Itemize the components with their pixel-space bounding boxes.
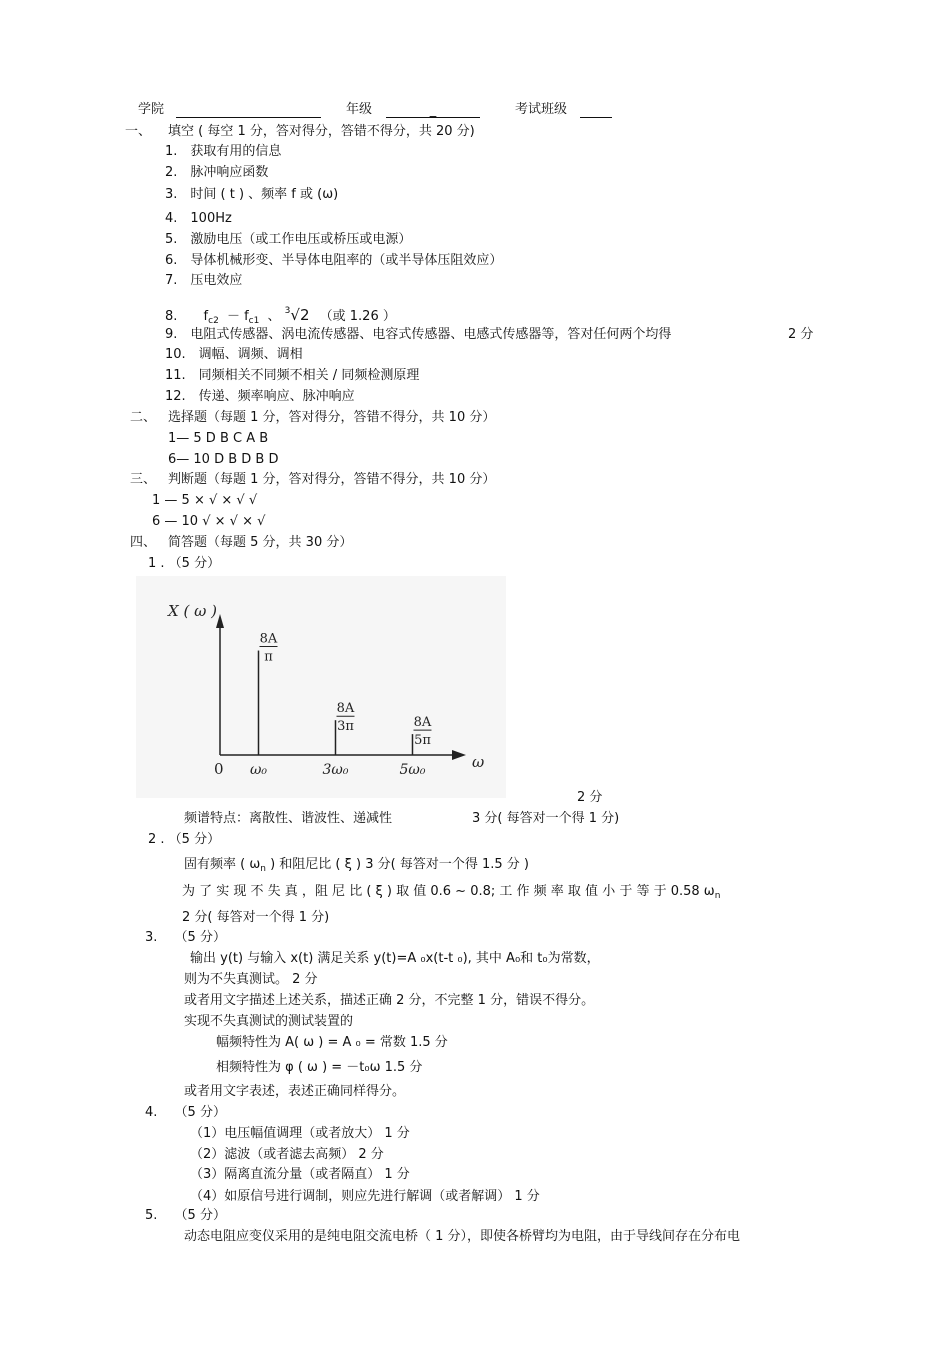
q2-line-2-text: 为 了 实 现 不 失 真 ，阻 尼 比 ( ξ ) 取 值 0.6 ~ 0.8; 工 作 频 率 取 值 小 于 等 于 0.58 ω [182, 884, 715, 899]
origin-label: 0 [214, 760, 224, 778]
x-axis-arrow [452, 750, 466, 760]
q3-line-3: 或者用文字描述上述关系，描述正确 2 分，不完整 1 分，错误不得分。 [184, 993, 595, 1008]
q1-score-line: 2 分 [577, 790, 603, 805]
y-axis-arrow [216, 614, 224, 628]
item8-minus-f: － f [226, 309, 249, 324]
s1-item-9: 9. 电阻式传感器、涡电流传感器、电容式传感器、电感式传感器等，答对任何两个均得 [165, 327, 672, 342]
q1-text: 频谱特点：离散性、谐波性、递减性 [184, 811, 393, 826]
section3-heading: 判断题（每题 1 分，答对得分，答错不得分，共 10 分） [168, 472, 496, 487]
x-tick-label-1: ω₀ [249, 762, 268, 778]
grade-label: 年级 [346, 102, 373, 117]
q2-line-1 [184, 857, 529, 877]
q4-number: 4. （5 分） [145, 1105, 226, 1120]
college-field[interactable] [176, 102, 321, 118]
section1-heading: 填空 ( 每空 1 分，答对得分，答错不得分，共 20 分) [168, 124, 475, 139]
s1-item-4: 4. 100Hz [165, 211, 232, 226]
s1-item-5: 5. 激励电压（或工作电压或桥压或电源） [165, 232, 412, 247]
q2-line-3: 2 分( 每答对一个得 1 分) [182, 910, 330, 925]
q3-line-6: 相频特性为 φ ( ω ) = －t₀ω 1.5 分 [216, 1060, 423, 1075]
spectrum-figure [136, 576, 506, 798]
item8-alt: （或 1.26 ） [319, 309, 396, 324]
section3-number: 三、 [130, 472, 157, 487]
s1-item-6: 6. 导体机械形变、半导体电阻率的（或半导体压阻效应） [165, 253, 503, 268]
q2-line-1-sub: n [260, 864, 266, 874]
q5-line-1: 动态电阻应变仪采用的是纯电阻交流电桥（ 1 分），即使各桥臂均为电阻，由于导线间存在分布电 [184, 1229, 741, 1244]
x-axis-label: ω [472, 753, 485, 771]
q4-line-1: （1）电压幅值调理（或者放大） 1 分 [190, 1126, 410, 1141]
section4-heading: 简答题（每题 5 分，共 30 分） [168, 535, 353, 550]
section2-heading: 选择题（每题 1 分，答对得分，答错不得分，共 10 分） [168, 410, 496, 425]
s1-item-10: 10. 调幅、调频、调相 [165, 347, 303, 362]
item8-sub-c2: c2 [208, 316, 219, 326]
s1-item-3: 3. 时间 ( t ) 、频率 f 或 (ω) [165, 187, 339, 202]
amplitude-label-1-numerator: 8A [259, 631, 278, 647]
s2-answer-2: 6— 10 D B D B D [168, 452, 279, 467]
class-label: 考试班级 [515, 102, 568, 117]
spectrum-chart [136, 576, 506, 798]
s1-item-11: 11. 同频相关不同频不相关 / 同频检测原理 [165, 368, 420, 383]
q3-line-5: 幅频特性为 A( ω ) = A ₀ = 常数 1.5 分 [216, 1035, 448, 1050]
grade-field[interactable] [386, 102, 480, 118]
q3-line-2: 则为不失真测试。 2 分 [184, 972, 318, 987]
q2-line-1-rest: ) 和阻尼比 ( ξ ) 3 分( 每答对一个得 1.5 分 ) [265, 857, 529, 872]
item8-root-index: 3 [284, 306, 291, 316]
s1-item-12: 12. 传递、频率响应、脉冲响应 [165, 389, 355, 404]
s1-item-2: 2. 脉冲响应函数 [165, 165, 269, 180]
y-axis-label: X ( ω ) [168, 602, 217, 620]
s1-item-8 [165, 303, 396, 329]
q2-number: 2 . （5 分） [148, 832, 221, 847]
s1-item-7: 7. 压电效应 [165, 273, 243, 288]
q5-number: 5. （5 分） [145, 1208, 226, 1223]
item8-f: f [203, 309, 209, 324]
chart-marks [250, 632, 432, 778]
q2-line-2 [182, 884, 720, 904]
amplitude-label-3-denominator: 5π [414, 733, 431, 749]
q1-number: 1 . （5 分） [148, 556, 221, 571]
s3-answer-1: 1 — 5 × √ × √ √ [152, 493, 258, 508]
q3-line-4: 实现不失真测试的测试装置的 [184, 1014, 354, 1029]
x-tick-label-2: 3ω₀ [322, 762, 349, 778]
item8-root: √2 [290, 306, 310, 324]
college-label: 学院 [138, 102, 165, 117]
q3-number: 3. （5 分） [145, 930, 226, 945]
item8-separator: 、 [267, 309, 281, 324]
q3-line-1: 输出 y(t) 与输入 x(t) 满足关系 y(t)=A ₀x(t-t ₀), 其中 A₀和 t₀为常数， [190, 951, 600, 966]
section4-number: 四、 [130, 535, 157, 550]
item8-number: 8. [165, 309, 178, 324]
section2-number: 二、 [130, 410, 157, 425]
s3-answer-2: 6 — 10 √ × √ × √ [152, 514, 266, 529]
q4-line-4: （4）如原信号进行调制，则应先进行解调（或者解调） 1 分 [190, 1189, 540, 1204]
s2-answer-1: 1— 5 D B C A B [168, 431, 269, 446]
amplitude-label-3-numerator: 8A [413, 715, 432, 731]
q2-line-2-sub: n [714, 891, 721, 901]
q4-line-2: （2）滤波（或者滤去高频） 2 分 [190, 1147, 384, 1162]
item8-sub-c1: c1 [248, 316, 260, 326]
q2-line-1-text: 固有频率 ( ω [184, 857, 261, 872]
amplitude-label-2-denominator: 3π [337, 719, 354, 735]
q3-line-7: 或者用文字表述，表述正确同样得分。 [184, 1084, 406, 1099]
x-tick-label-3: 5ω₀ [399, 762, 426, 778]
q4-line-3: （3）隔离直流分量（或者隔直） 1 分 [190, 1167, 410, 1182]
section1-number: 一、 [125, 124, 152, 139]
amplitude-label-2-numerator: 8A [336, 701, 355, 717]
q1-text-score: 3 分( 每答对一个得 1 分) [472, 811, 620, 826]
class-field[interactable] [580, 102, 612, 118]
s1-item-1: 1. 获取有用的信息 [165, 144, 282, 159]
s1-item-9-score: 2 分 [788, 327, 814, 342]
grade-mark: _ [386, 103, 480, 118]
amplitude-label-1-denominator: π [264, 649, 273, 665]
